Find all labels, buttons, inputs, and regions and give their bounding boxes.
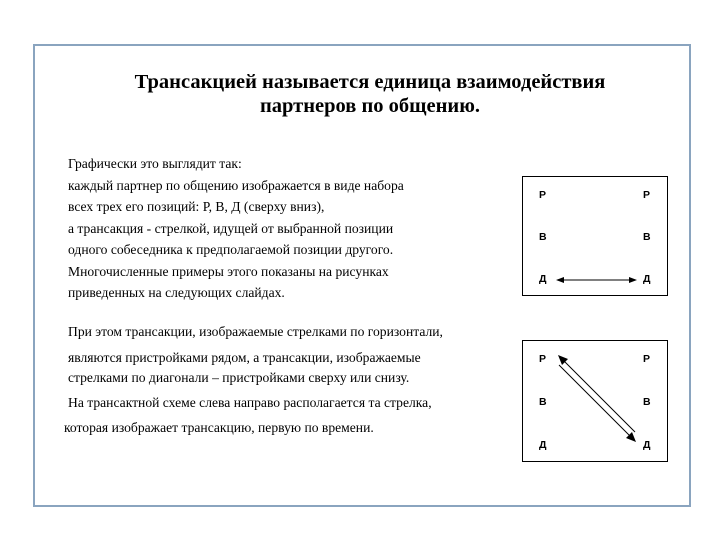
arrowhead-left [556,277,564,283]
title-line-2: партнеров по общению. [259,95,480,117]
position-label-right: Д [643,273,651,285]
arrow-layer [523,177,669,297]
paragraph-definition [68,153,404,304]
position-label-left: Р [539,353,547,365]
paragraph-line: каждый партнер по общению изображается в виде набора [68,177,404,193]
paragraph-line: а трансакция - стрелкой, идущей от выбранной позиции [68,220,394,236]
arrowhead-right [629,277,637,283]
position-label-left: Д [539,273,547,285]
title-line-1: Трансакцией называется единица взаимодействия [134,71,606,93]
paragraph-line: При этом трансакции, изображаемые стрелками по горизонтали, [68,324,443,339]
position-label-right: В [643,231,651,243]
diagonal-arrow-line-b [563,360,635,432]
paragraph-line: являются пристройками рядом, а трансакции, изображаемые [68,350,421,365]
diagonal-arrow-line-a [559,365,631,437]
position-label-left: Р [539,189,547,201]
paragraph-line: стрелками по диагонали – пристройками сверху или снизу. [68,370,410,385]
paragraph-line: На трансактной схеме слева направо располагается та стрелка, [68,395,432,410]
transaction-diagram-horizontal [522,176,668,296]
position-label-right: В [643,396,651,408]
position-label-right: Д [643,439,651,451]
position-label-left: Д [539,439,547,451]
position-label-right: Р [643,353,651,365]
paragraph-line: всех трех его позиций: Р, В, Д (сверху вниз), [68,199,325,214]
arrow-layer [523,341,669,463]
paragraph-line: которая изображает трансакцию, первую по времени. [64,420,374,435]
paragraph-line: одного собеседника к предполагаемой позиции другого. [68,242,394,257]
slide-title [60,70,680,118]
position-label-right: Р [643,189,651,201]
paragraph-line: Многочисленные примеры этого показаны на рисунках [68,263,389,279]
position-label-left: В [539,231,547,243]
position-label-left: В [539,396,547,408]
paragraph-line: приведенных на следующих слайдах. [68,285,285,300]
transaction-diagram-diagonal [522,340,668,462]
paragraph-line: Графически это выглядит так: [68,156,242,171]
